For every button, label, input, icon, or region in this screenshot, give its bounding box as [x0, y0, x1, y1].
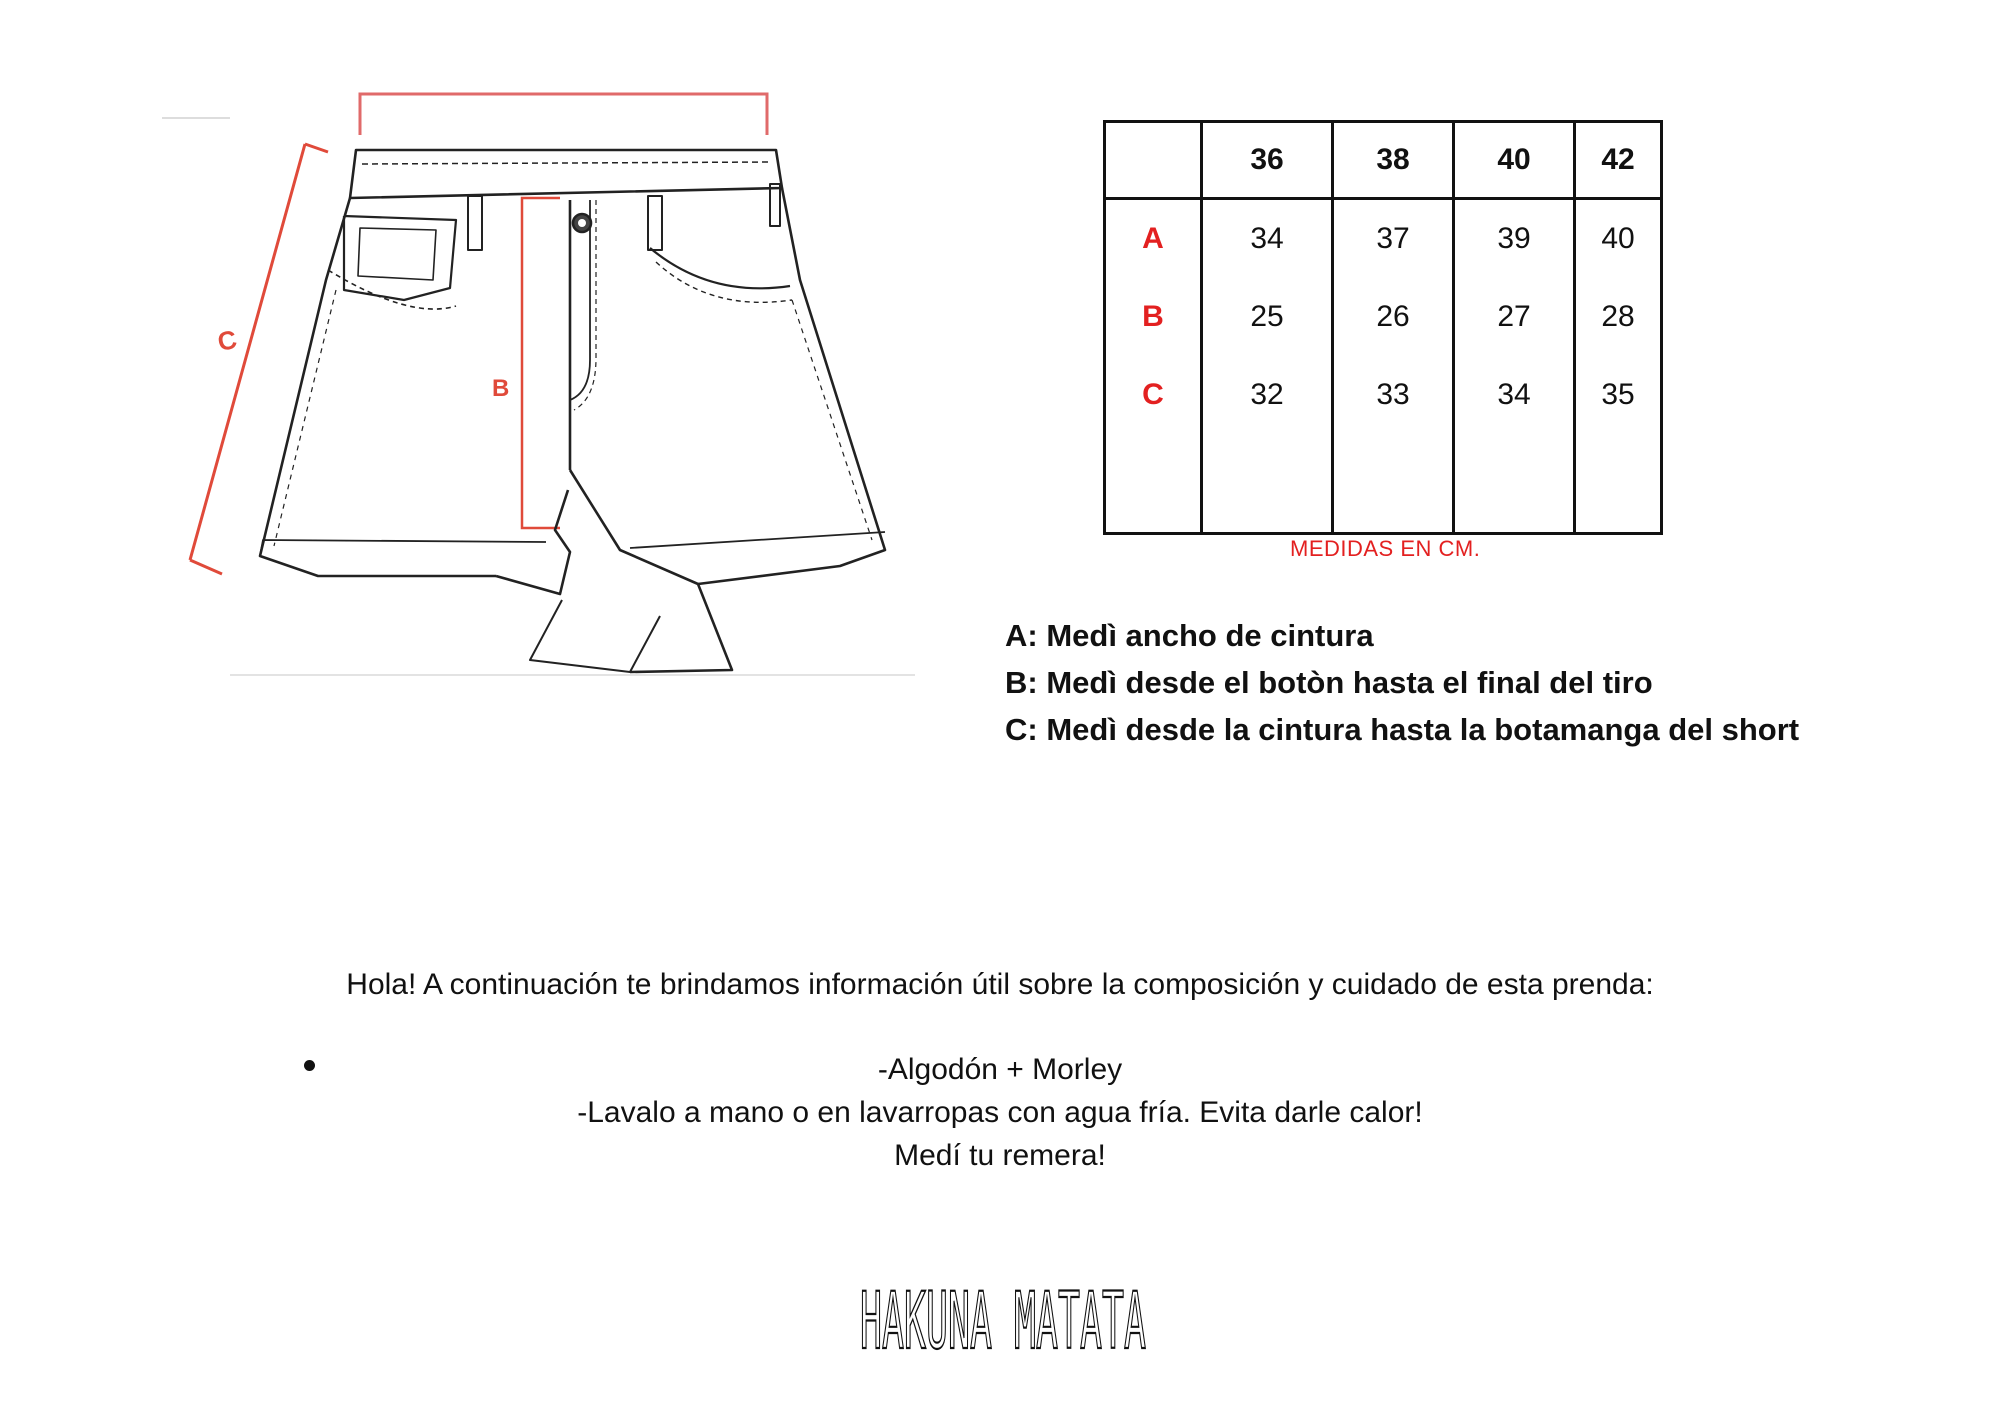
row-label: A [1105, 199, 1202, 279]
measurement-instructions [1005, 612, 1799, 753]
corner-cell [1105, 122, 1202, 199]
table-cell: 39 [1454, 199, 1575, 279]
row-label: C [1105, 356, 1202, 434]
care-intro: Hola! A continuación te brindamos información útil sobre la composición y cuidado de esta prenda: [346, 968, 1654, 1001]
measure-c-label: C [214, 323, 240, 358]
shorts-outline [260, 150, 885, 672]
table-cell: 28 [1575, 278, 1662, 356]
table-empty-row [1105, 434, 1662, 534]
size-header: 38 [1333, 122, 1454, 199]
measure-b-label: B [492, 375, 510, 402]
measure-b-line [522, 198, 560, 528]
care-line-measure: Medí tu remera! [894, 1139, 1106, 1172]
size-table [1103, 120, 1663, 535]
instruction-a: A: Medì ancho de cintura [1005, 618, 1374, 653]
size-header: 40 [1454, 122, 1575, 199]
instruction-b: B: Medì desde el botòn hasta el final del tiro [1005, 665, 1653, 700]
table-cell: 35 [1575, 356, 1662, 434]
instruction-c: C: Medì desde la cintura hasta la botamanga del short [1005, 712, 1800, 747]
care-line-washing: -Lavalo a mano o en lavarropas con agua fría. Evita darle calor! [577, 1096, 1423, 1129]
table-cell: 25 [1202, 278, 1333, 356]
size-header: 42 [1575, 122, 1662, 199]
table-cell: 40 [1575, 199, 1662, 279]
shorts-diagram [150, 80, 930, 680]
table-cell: 26 [1333, 278, 1454, 356]
units-note: MEDIDAS EN CM. [1290, 536, 1481, 561]
table-cell: 32 [1202, 356, 1333, 434]
table-cell: 37 [1333, 199, 1454, 279]
table-cell: 34 [1202, 199, 1333, 279]
row-label: B [1105, 278, 1202, 356]
table-row [1105, 356, 1662, 434]
table-cell: 27 [1454, 278, 1575, 356]
table-row [1105, 199, 1662, 279]
brand-logo [858, 1277, 1148, 1367]
measure-a-bracket [360, 94, 767, 135]
table-row [1105, 278, 1662, 356]
table-cell: 34 [1454, 356, 1575, 434]
table-cell: 33 [1333, 356, 1454, 434]
brand-name: HAKUNA MATATA [860, 1277, 1146, 1367]
care-line-composition: -Algodón + Morley [877, 1053, 1123, 1086]
size-header: 36 [1202, 122, 1333, 199]
size-header-row [1105, 122, 1662, 199]
